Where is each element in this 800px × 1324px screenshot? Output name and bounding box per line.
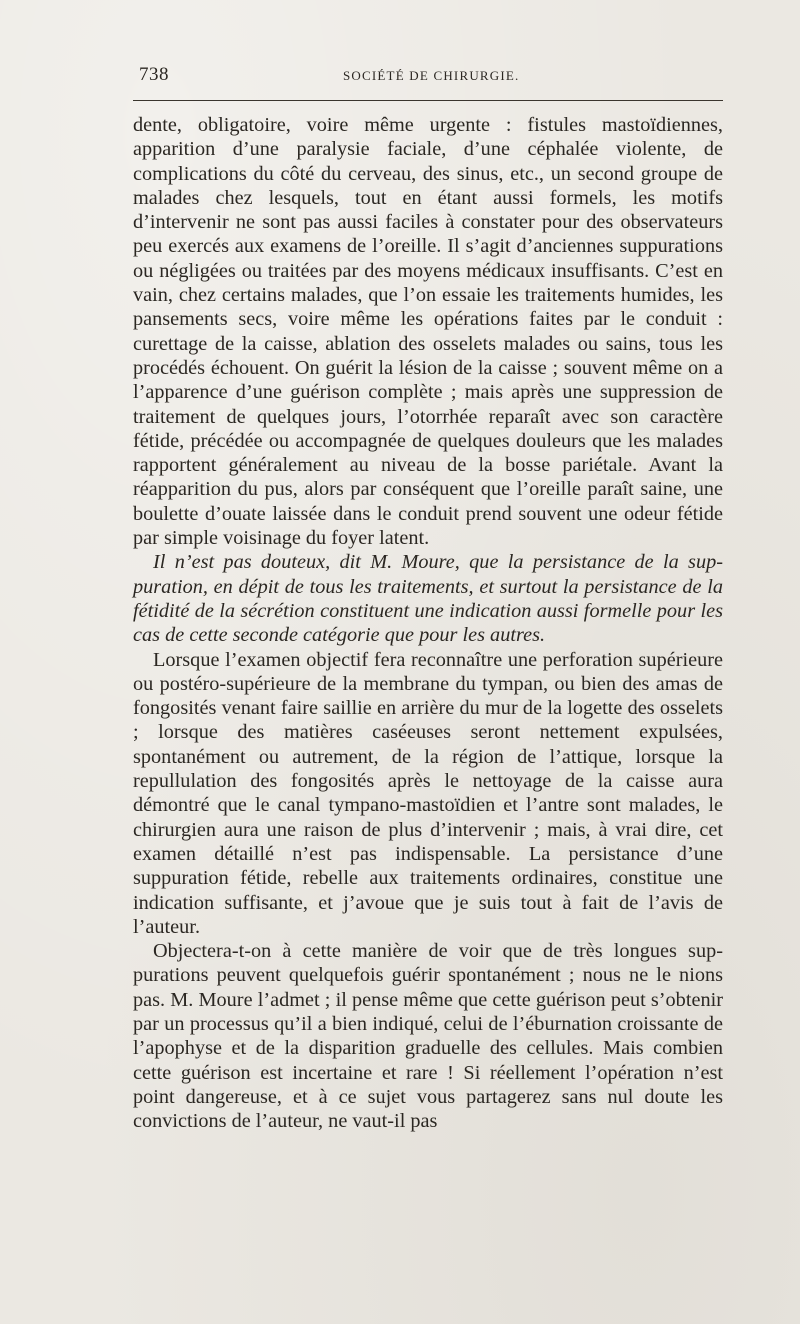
paragraph: Objectera-t-on à cette manière de voir que de très longues suppurations peuvent quelquefois guérir spontanément ; nous ne le nions pas. M. Moure l’admet ; il pense même que cette guérison peut s’obtenir par un processus qu’il a bien indiqué, celui de l’éburnation croissante de l’apophyse et de la disparition graduelle des cellules. Mais combien cette guérison est incertaine et rare ! Si réellement l’opération n’est point dangereuse, et à ce sujet vous partagerez sans nul doute les convictions de l’auteur, ne vaut-il pas	[133, 940, 723, 1133]
running-head: SOCIÉTÉ DE CHIRURGIE.	[343, 68, 520, 83]
page-header	[133, 64, 723, 88]
header-rule	[133, 100, 723, 101]
page-number: 738	[139, 64, 169, 85]
quoted-paragraph: Il n’est pas douteux, dit M. Moure, que la persistance de la suppuration, en dépit de tous les traitements, et surtout la persistance de la fétidité de la sécrétion constituent une indication aussi formelle pour les cas de cette seconde catégorie que pour les autres.	[133, 551, 723, 647]
paragraph: Lorsque l’examen objectif fera reconnaître une perforation supérieure ou postéro-supérieure de la membrane du tympan, ou bien des amas de fongosités venant faire saillie en arrière du mur de la logette des osselets ; lorsque des matières caséeuses seront nettement expulsées, spontanément ou autrement, de la région de l’attique, lorsque la repullulation des fongosités après le nettoyage de la caisse aura démontré que le canal tympano-mastoïdien et l’antre sont malades, le chirurgien aura une raison de plus d’intervenir ; mais, à vrai dire, cet examen détaillé n’est pas indispensable. La persistance d’une suppuration fétide, rebelle aux traitements ordinaires, constitue une indication suffisante, et j’avoue que je suis tout à fait de l’avis de l’auteur.	[133, 648, 723, 938]
paragraph: dente, obligatoire, voire même urgente : fistules mastoïdiennes, apparition d’une paralysie faciale, d’une céphalée violente, de complications du côté du cerveau, des sinus, etc., un second groupe de malades chez lesquels, tout en étant aussi formels, les motifs d’intervenir ne sont pas aussi faciles à constater pour des observateurs peu exercés aux examens de l’oreille. Il s’agit d’anciennes suppurations ou négligées ou traitées par des moyens médicaux insuffisants. C’est en vain, chez certains malades, que l’on essaie les traitements humides, les pansements secs, voire même les opérations faites par le conduit : curettage de la caisse, ablation des osselets malades ou sains, tous les procédés échouent. On guérit la lésion de la caisse ; souvent même on a l’apparence d’une guérison complète ; mais après une suppression de traitement de quelques jours, l’otorrhée reparaît avec son caractère fétide, précédée ou accompagnée de quelques douleurs que les malades rapportent généralement au niveau de la bosse pariétale. Avant la réapparition du pus, alors par conséquent que l’oreille paraît saine, une boulette d’ouate laissée dans le conduit prend souvent une odeur fétide par simple voisinage du foyer latent.	[133, 114, 723, 550]
body-text	[133, 113, 723, 1133]
